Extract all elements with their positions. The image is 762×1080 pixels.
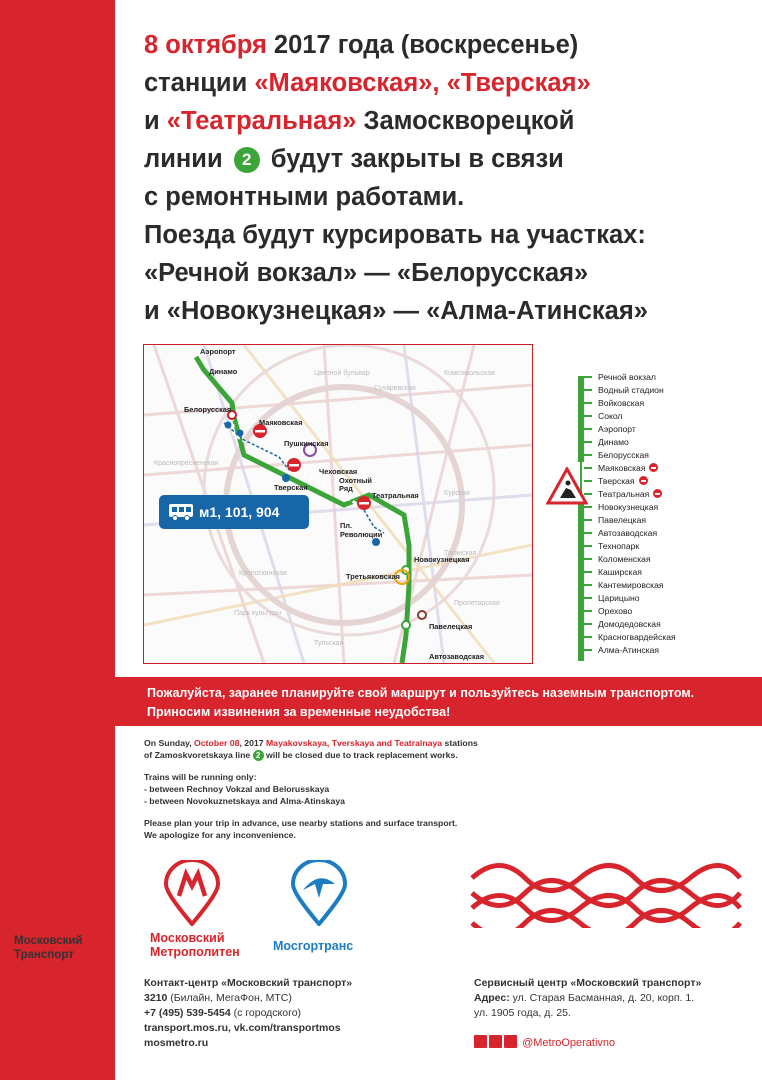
en-text: - between Rechnoy Vokzal and Belorusskaya [144, 784, 330, 794]
line-station: Кантемировская [598, 580, 664, 590]
station-tick [584, 571, 592, 573]
line-station: Сокол [598, 411, 623, 421]
en-text: We apologize for any inconvenience. [144, 830, 296, 840]
line-station: Маяковская [598, 463, 658, 473]
headline-station-teatralnaya: «Театральная» [166, 107, 357, 135]
mosgortrans-logo-text: Мосгортранс [273, 939, 354, 953]
svg-text:Курская: Курская [444, 490, 470, 497]
line-station: Театральная [598, 489, 662, 499]
announcement-headline [144, 26, 744, 330]
wave-decoration [470, 858, 742, 928]
moscow-transport-9-icon [28, 857, 84, 925]
headline-text: Поезда будут курсировать на участках: [144, 221, 646, 249]
svg-text:Пролетарская: Пролетарская [454, 600, 500, 607]
station-tick [584, 415, 592, 417]
phone-number[interactable]: +7 (495) 539-5454 [144, 1007, 231, 1019]
station-tick [584, 584, 592, 586]
closed-icon [357, 496, 371, 510]
apology-banner [115, 677, 762, 726]
station-tick [584, 454, 592, 456]
headline-text: с ремонтными работами. [144, 183, 465, 211]
line-station: Тверская [598, 476, 648, 486]
line-station: Динамо [598, 437, 629, 447]
short-number[interactable]: 3210 [144, 992, 168, 1004]
svg-text:Краснопресненская: Краснопресненская [154, 460, 219, 467]
metro-m-icon [162, 860, 222, 926]
contact-center-info [144, 976, 434, 1051]
en-text: Please plan your trip in advance, use nearby stations and surface transport. [144, 818, 458, 828]
svg-text:Таганская: Таганская [444, 550, 477, 557]
mosmetro-link[interactable]: mosmetro.ru [144, 1037, 209, 1049]
headline-text: Замоскворецкой [356, 107, 575, 135]
metro-logo-text-2: Метрополитен [150, 945, 240, 959]
english-notice [144, 737, 564, 851]
line-station: Речной вокзал [598, 372, 656, 382]
line-station: Водный стадион [598, 385, 664, 395]
headline-stations: «Маяковская», «Тверская» [254, 69, 591, 97]
en-stations: Mayakovskaya, Tverskaya and Teatralnaya [266, 738, 443, 748]
station-tick [584, 649, 592, 651]
svg-text:Комсомольская: Комсомольская [444, 370, 495, 377]
closed-icon [639, 476, 648, 485]
svg-text:Кропоткинская: Кропоткинская [239, 570, 287, 577]
station-tick [584, 558, 592, 560]
metro-logo [150, 860, 250, 959]
station-tick [584, 532, 592, 534]
station-tick [584, 376, 592, 378]
banner-line-1: Пожалуйста, заранее планируйте свой маршрут и пользуйтесь наземным транспортом. [147, 686, 695, 700]
mt-logo-text-1: Московский [14, 935, 83, 947]
en-text: Trains will be running only: [144, 772, 257, 782]
closed-icon [653, 489, 662, 498]
station-tick [584, 610, 592, 612]
phone-note: (с городского) [230, 1007, 302, 1019]
map-label-aeroport: Аэропорт [200, 347, 236, 356]
svg-text:Цветной бульвар: Цветной бульвар [314, 370, 370, 377]
social-handle[interactable]: @MetroOperativno [522, 1037, 616, 1049]
line-station: Белорусская [598, 450, 649, 460]
short-number-note: (Билайн, МегаФон, МТС) [167, 992, 292, 1004]
bus-icon [168, 502, 194, 522]
address-line-1: ул. Старая Басманная, д. 20, корп. 1. [509, 992, 695, 1004]
telegram-icon[interactable] [504, 1035, 517, 1048]
line-station: Царицыно [598, 593, 640, 603]
line-station: Алма-Атинская [598, 645, 659, 655]
headline-text: станции [144, 69, 255, 97]
svg-text:Тульская: Тульская [314, 640, 344, 647]
line-station: Красногвардейская [598, 632, 676, 642]
address-label: Адрес: [474, 992, 510, 1004]
mosgortrans-logo [273, 860, 373, 953]
line-2-badge-small: 2 [253, 750, 264, 761]
line-station: Домодедовская [598, 619, 661, 629]
line-station: Технопарк [598, 541, 640, 551]
map-label-chekhovskaya: Чеховская [319, 467, 358, 476]
svg-text:Парк культуры: Парк культуры [234, 610, 282, 617]
vk-icon[interactable] [489, 1035, 502, 1048]
twitter-icon[interactable] [474, 1035, 487, 1048]
headline-date: 8 октября [144, 31, 267, 59]
station-tick [584, 389, 592, 391]
line-2-badge: 2 [234, 147, 260, 173]
headline-text: будут закрыты в связи [263, 145, 564, 173]
moscow-transport-logo [14, 857, 104, 962]
map-label-teatralnaya: Театральная [372, 491, 419, 500]
station-tick [584, 402, 592, 404]
map-label-pushkinskaya: Пушкинская [284, 439, 329, 448]
headline-text: линии [144, 145, 230, 173]
map-label-tverskaya: Тверская [274, 483, 308, 492]
mosgortrans-icon [289, 860, 349, 926]
station-tick [584, 597, 592, 599]
en-date: October 08 [194, 738, 240, 748]
line-station: Павелецкая [598, 515, 647, 525]
bus-routes-callout [159, 495, 309, 529]
station-tick [584, 506, 592, 508]
en-text: stations [442, 738, 478, 748]
map-label-avtozavodskaya: Автозаводская [429, 652, 485, 661]
website-links[interactable]: transport.mos.ru, vk.com/transportmos [144, 1022, 341, 1034]
svg-text:Сухаревская: Сухаревская [374, 385, 416, 392]
roadworks-warning-icon [546, 467, 588, 505]
address-line-2: ул. 1905 года, д. 25. [474, 1007, 571, 1019]
en-text: On Sunday, [144, 738, 195, 748]
station-tick [584, 428, 592, 430]
map-label-belorusskaya: Белорусская [184, 405, 232, 414]
map-label-tretyakovskaya: Третьяковская [346, 572, 400, 581]
en-text: - between Novokuznetskaya and Alma-Atinskaya [144, 796, 345, 806]
line-2-diagram [575, 370, 725, 670]
station-tick [584, 623, 592, 625]
map-label-pl-rev: Пл. Революции [340, 521, 383, 539]
line-station: Коломенская [598, 554, 651, 564]
en-text: , 2017 [239, 738, 267, 748]
headline-year: 2017 года (воскресенье) [266, 31, 579, 59]
map-label-dinamo: Динамо [209, 367, 238, 376]
closed-icon [287, 458, 301, 472]
headline-text: и «Новокузнецкая» — «Алма-Атинская» [144, 297, 648, 325]
line-station: Новокузнецкая [598, 502, 659, 512]
banner-line-2: Приносим извинения за временные неудобства! [147, 705, 451, 719]
map-label-mayakovskaya: Маяковская [259, 418, 303, 427]
station-tick [584, 441, 592, 443]
en-text: will be closed due to track replacement works. [263, 750, 458, 760]
station-tick [584, 519, 592, 521]
map-label-paveletskaya: Павелецкая [429, 622, 473, 631]
mt-logo-text-2: Транспорт [14, 949, 74, 961]
headline-text: и [144, 107, 167, 135]
bus-routes-text: м1, 101, 904 [199, 504, 280, 520]
social-links [474, 1035, 615, 1051]
service-center-title: Сервисный центр «Московский транспорт» [474, 977, 702, 989]
metro-logo-text-1: Московский [150, 931, 225, 945]
station-tick [584, 636, 592, 638]
map-label-novokuzneckaya: Новокузнецкая [414, 555, 470, 564]
line-station: Аэропорт [598, 424, 636, 434]
line-station: Войковская [598, 398, 645, 408]
headline-text: «Речной вокзал» — «Белорусская» [144, 259, 589, 287]
line-station: Автозаводская [598, 528, 658, 538]
map-label-okhotny: Охотный Ряд [339, 476, 372, 493]
line-station: Орехово [598, 606, 633, 616]
station-tick [584, 545, 592, 547]
closed-icon [649, 463, 658, 472]
line-station: Каширская [598, 567, 642, 577]
en-text: of Zamoskvoretskaya line [144, 750, 253, 760]
contact-center-title: Контакт-центр «Московский транспорт» [144, 977, 353, 989]
service-center-info [474, 976, 754, 1021]
